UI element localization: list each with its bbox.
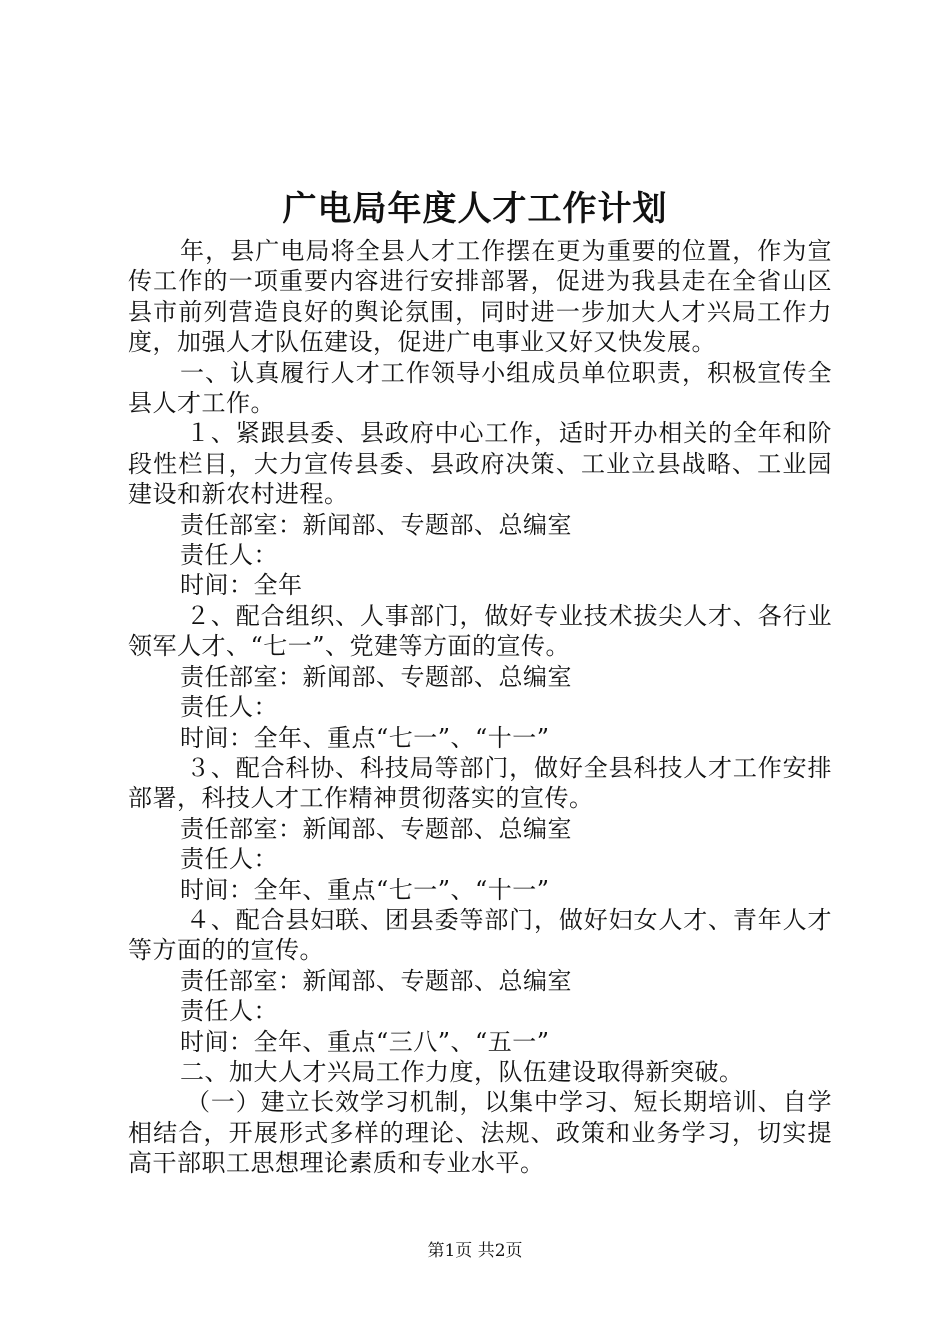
paragraph: 年，县广电局将全县人才工作摆在更为重要的位置，作为宣传工作的一项重要内容进行安排部署，促进为我县走在全省山区县市前列营造良好的舆论氛围，同时进一步加大人才兴局工作力度，加强人才队伍建设，促进广电事业又好又快发展。 xyxy=(128,237,832,357)
document-title: 广电局年度人才工作计划 xyxy=(282,189,668,229)
page-footer: 第1页 共2页 xyxy=(427,1241,523,1261)
paragraph: ３、配合科协、科技局等部门，做好全县科技人才工作安排部署，科技人才工作精神贯彻落实的宣传。 xyxy=(128,753,832,813)
paragraph: 时间：全年 xyxy=(180,571,303,600)
paragraph: 时间：全年、重点“三八”、“五一” xyxy=(180,1027,550,1056)
paragraph: 责任人： xyxy=(180,997,278,1026)
paragraph: 时间：全年、重点“七一”、“十一” xyxy=(180,723,550,752)
paragraph: 责任部室：新闻部、专题部、总编室 xyxy=(180,814,572,843)
paragraph: 时间：全年、重点“七一”、“十一” xyxy=(180,875,550,904)
paragraph: ２、配合组织、人事部门，做好专业技术拔尖人才、各行业领军人才、“七一”、党建等方面的宣传。 xyxy=(128,601,832,661)
paragraph: 二、加大人才兴局工作力度，队伍建设取得新突破。 xyxy=(180,1057,744,1086)
paragraph: 责任部室：新闻部、专题部、总编室 xyxy=(180,966,572,995)
paragraph: 责任人： xyxy=(180,693,278,722)
paragraph: （一）建立长效学习机制，以集中学习、短长期培训、自学相结合，开展形式多样的理论、法规、政策和业务学习，切实提高干部职工思想理论素质和专业水平。 xyxy=(128,1088,832,1178)
paragraph: 责任部室：新闻部、专题部、总编室 xyxy=(180,662,572,691)
paragraph: １、紧跟县委、县政府中心工作，适时开办相关的全年和阶段性栏目，大力宣传县委、县政府决策、工业立县战略、工业园建设和新农村进程。 xyxy=(128,419,832,509)
paragraph: 责任人： xyxy=(180,845,278,874)
paragraph: 责任部室：新闻部、专题部、总编室 xyxy=(180,510,572,539)
paragraph: 一、认真履行人才工作领导小组成员单位职责，积极宣传全县人才工作。 xyxy=(128,358,832,418)
document-body xyxy=(128,236,832,1179)
paragraph: 责任人： xyxy=(180,541,278,570)
paragraph: ４、配合县妇联、团县委等部门，做好妇女人才、青年人才等方面的的宣传。 xyxy=(128,905,832,965)
